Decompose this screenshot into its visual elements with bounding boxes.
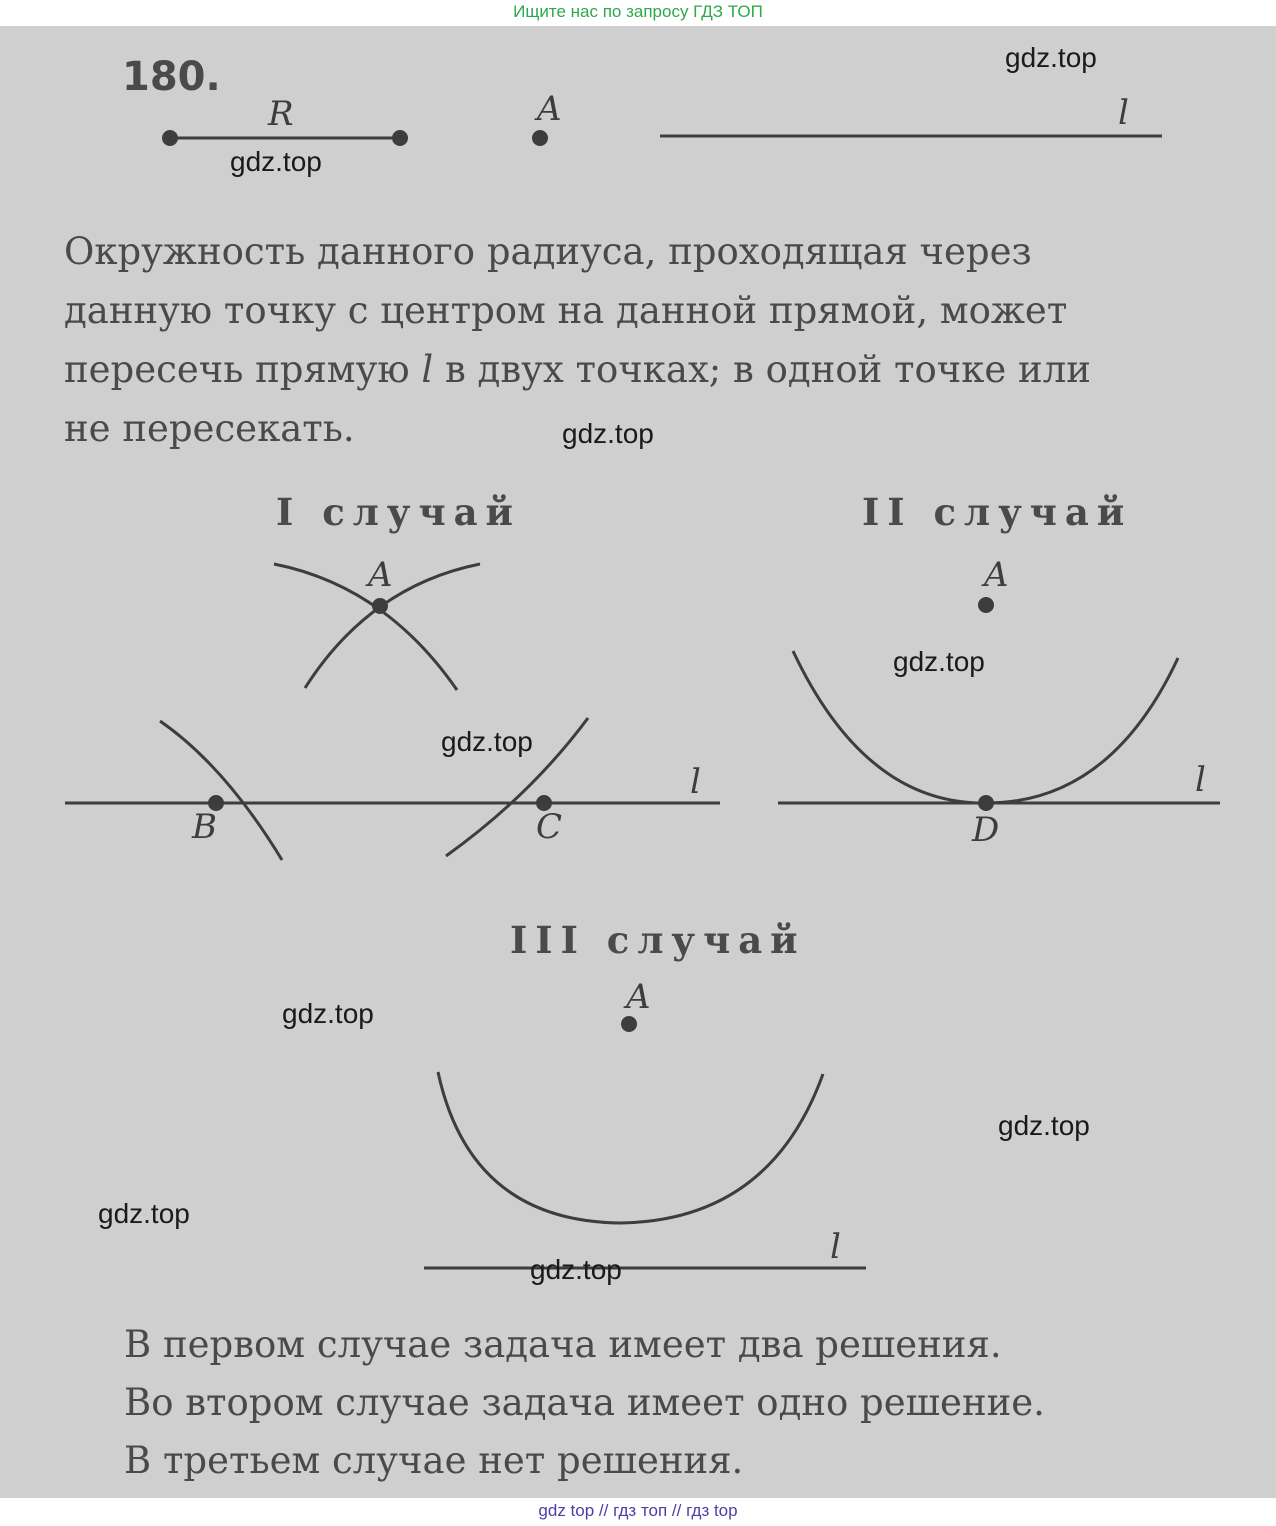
- watermark: gdz.top: [893, 646, 985, 677]
- case1-label-l: l: [690, 762, 701, 802]
- bottom-banner: gdz top // гдз топ // гдз top: [0, 1498, 1276, 1526]
- top-banner: Ищите нас по запросу ГДЗ ТОП: [0, 0, 1276, 26]
- paragraph-line-4: не пересекать.: [64, 407, 355, 450]
- segment-label: R: [268, 94, 294, 134]
- case3-title: III случай: [510, 918, 806, 962]
- case2-label-d: D: [972, 810, 1000, 850]
- paragraph-line-3: [64, 340, 1234, 399]
- case1-label-a: A: [368, 555, 393, 595]
- case2-label-l: l: [1195, 760, 1206, 800]
- case2-title: II случай: [862, 490, 1133, 534]
- given-line-label: l: [1118, 93, 1129, 133]
- conclusion-2: Во втором случае задача имеет одно решение.: [124, 1381, 1045, 1424]
- paragraph-line-2: данную точку с центром на данной прямой, может: [64, 289, 1068, 332]
- case3-label-l: l: [830, 1227, 841, 1267]
- case1-arc-upper-left: [274, 564, 457, 690]
- case1-arc-left: [160, 721, 282, 860]
- case3-arc: [438, 1072, 823, 1223]
- case3-label-a: A: [626, 977, 651, 1017]
- watermark: gdz.top: [998, 1110, 1090, 1141]
- given-line-l: [660, 93, 1162, 136]
- case1-label-c: C: [536, 807, 563, 847]
- conclusions: [124, 1316, 1045, 1490]
- watermark: gdz.top: [530, 1254, 622, 1285]
- watermark: gdz.top: [98, 1198, 190, 1229]
- case2-figure: [778, 555, 1220, 850]
- paragraph-line-1: Окружность данного радиуса, проходящая через: [64, 230, 1032, 273]
- paragraph-line-3-end: в двух точках; в одной точке или: [433, 348, 1091, 391]
- watermark: gdz.top: [1005, 42, 1097, 73]
- conclusion-1: В первом случае задача имеет два решения.: [124, 1323, 1002, 1366]
- watermark: gdz.top: [441, 726, 533, 757]
- conclusion-3: В третьем случае нет решения.: [124, 1439, 744, 1482]
- paragraph-line-3-start: пересечь прямую: [64, 348, 422, 391]
- case2-arc: [793, 651, 1178, 803]
- given-segment-r: [162, 94, 408, 146]
- given-point-a: [532, 89, 562, 146]
- paragraph-line-3-var: l: [421, 348, 434, 391]
- given-point-a-label: A: [537, 89, 562, 129]
- case3-figure: [424, 977, 866, 1268]
- watermark: gdz.top: [562, 418, 654, 449]
- case1-title: I случай: [276, 490, 521, 534]
- problem-number: 180.: [122, 54, 221, 100]
- watermark: gdz.top: [230, 146, 322, 177]
- case2-label-a: A: [984, 555, 1009, 595]
- case1-figure: [65, 555, 720, 860]
- watermark: gdz.top: [282, 998, 374, 1029]
- textbook-page: [0, 26, 1276, 1498]
- case1-label-b: B: [192, 807, 217, 847]
